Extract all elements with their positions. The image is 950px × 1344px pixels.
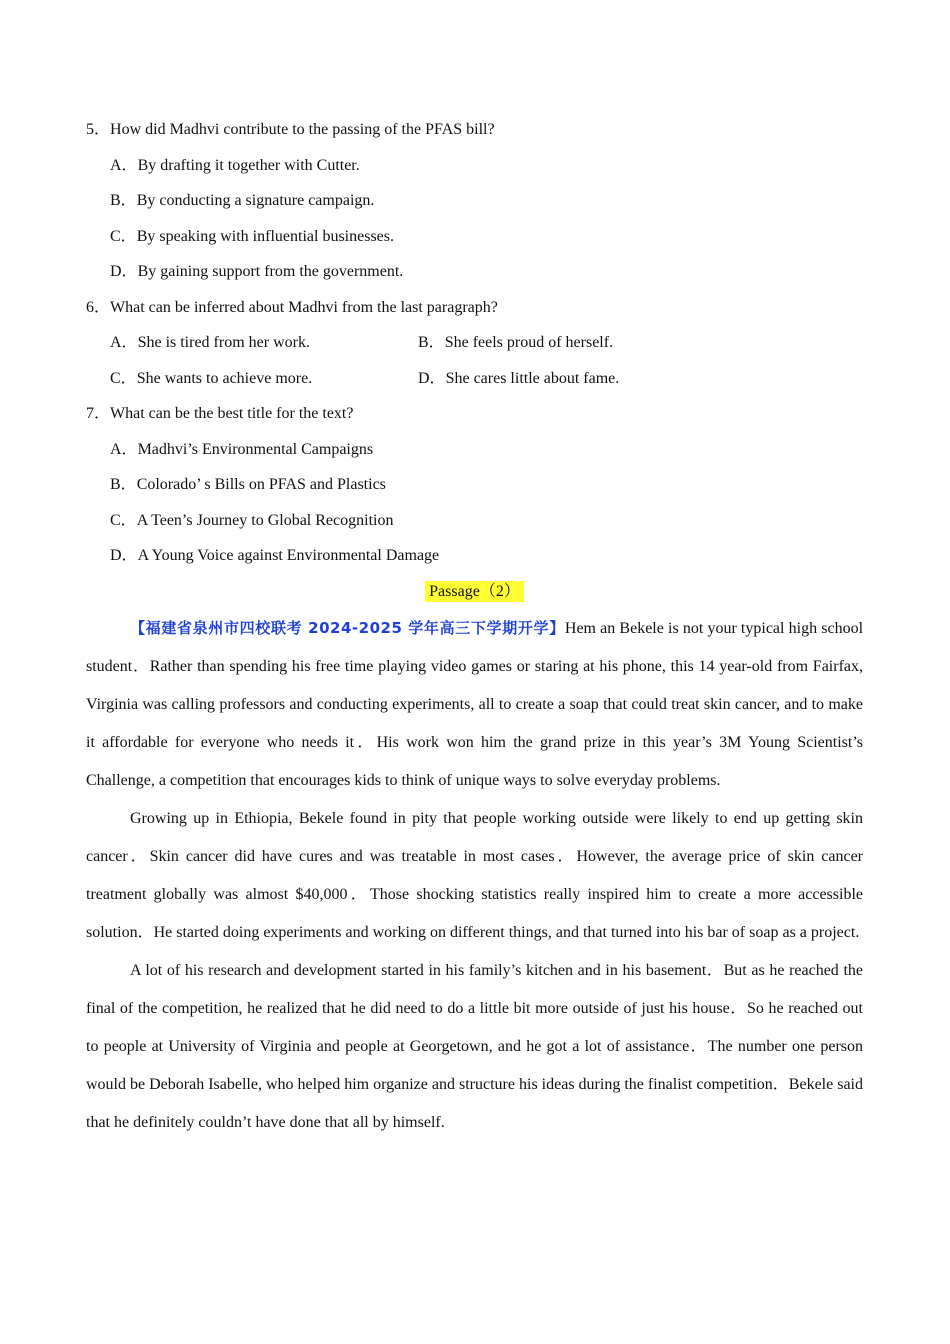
option-text: By conducting a signature campaign. xyxy=(136,192,375,209)
question-number: 6． xyxy=(86,298,111,316)
option-text: By speaking with influential businesses. xyxy=(136,227,394,245)
paragraph-text: Growing up in Ethiopia, Bekele found in pity that people working outside were likely to end up getting skin cancer．Skin cancer did have cures and was treatable in most cases．However, the average price of skin cancer treatment globally was almost $40,000．Those shocking statistics really inspired him to create a more accessible solution．He started doing experiments and working on different things, and that turned into his bar of soap as a project. xyxy=(86,809,863,941)
question-text: What can be the best title for the text? xyxy=(110,405,354,422)
passage-paragraph-1 xyxy=(86,609,863,800)
option-letter: C． xyxy=(110,369,137,387)
option-7c xyxy=(86,503,863,539)
option-letter: D． xyxy=(110,547,138,564)
source-tag: 【福建省泉州市四校联考 2024-2025 学年高三下学期开学】 xyxy=(130,618,565,637)
option-text: She feels proud of herself. xyxy=(444,334,614,351)
option-text: By drafting it together with Cutter. xyxy=(137,156,360,174)
option-letter: A． xyxy=(110,334,138,351)
option-letter: A． xyxy=(110,440,138,458)
option-text: A Young Voice against Environmental Damage xyxy=(137,547,440,564)
question-text: What can be inferred about Madhvi from the last paragraph? xyxy=(110,298,498,316)
option-row-6cd xyxy=(86,361,863,397)
option-6a xyxy=(110,325,418,361)
option-5b xyxy=(86,183,863,219)
option-row-6ab xyxy=(86,325,863,361)
paragraph-text: A lot of his research and development started in his family’s kitchen and in his basement．But as he reached the final of the competition, he realized that he did need to do a little bit more outside of just his house．So he reached out to people at University of Virginia and people at Georgetown, and he got a lot of assistance．The number one person would be Deborah Isabelle, who helped him organize and structure his ideas during the finalist competition．Bekele said that he definitely couldn’t have done that all by himself. xyxy=(86,961,864,1131)
option-6c xyxy=(110,361,418,397)
option-letter: C． xyxy=(110,227,137,245)
option-7a xyxy=(86,432,863,468)
option-letter: B． xyxy=(418,334,445,351)
question-text: How did Madhvi contribute to the passing of the PFAS bill? xyxy=(110,121,495,138)
option-6b xyxy=(418,325,726,361)
option-text: By gaining support from the government. xyxy=(137,263,404,280)
option-5d xyxy=(86,254,863,290)
option-text: A Teen’s Journey to Global Recognition xyxy=(136,511,394,529)
paragraph-text: Hem an Bekele is not your typical high school student．Rather than spending his free time playing video games or staring at his phone, this 14 year-old from Fairfax, Virginia was calling professors and conducting experiments, all to create a soap that could treat skin cancer, and to make it affordable for everyone who needs it．His work won him the grand prize in this year’s 3M Young Scientist’s Challenge, a competition that encourages kids to think of unique ways to solve everyday problems. xyxy=(86,619,864,789)
option-text: Madhvi’s Environmental Campaigns xyxy=(137,440,374,458)
question-number: 5． xyxy=(86,121,111,138)
option-5c xyxy=(86,219,863,255)
option-text: Colorado’ s Bills on PFAS and Plastics xyxy=(136,476,386,493)
question-7 xyxy=(86,396,863,432)
question-number: 7． xyxy=(86,405,111,422)
option-7d xyxy=(86,538,863,574)
option-5a xyxy=(86,148,863,184)
question-6 xyxy=(86,290,863,326)
option-letter: B． xyxy=(110,476,137,493)
option-letter: C． xyxy=(110,511,137,529)
passage-heading-label: Passage（2） xyxy=(425,581,524,602)
option-text: She cares little about fame. xyxy=(445,369,620,387)
option-6d xyxy=(418,361,726,397)
option-letter: D． xyxy=(418,369,446,387)
option-text: She is tired from her work. xyxy=(137,334,310,351)
passage-paragraph-3 xyxy=(86,952,863,1142)
option-letter: B． xyxy=(110,192,137,209)
passage-paragraph-2 xyxy=(86,800,863,952)
passage-heading xyxy=(86,574,863,609)
option-7b xyxy=(86,467,863,503)
document-page xyxy=(86,112,863,1142)
option-letter: D． xyxy=(110,263,138,280)
option-text: She wants to achieve more. xyxy=(136,369,313,387)
option-letter: A． xyxy=(110,156,138,174)
question-5 xyxy=(86,112,863,148)
